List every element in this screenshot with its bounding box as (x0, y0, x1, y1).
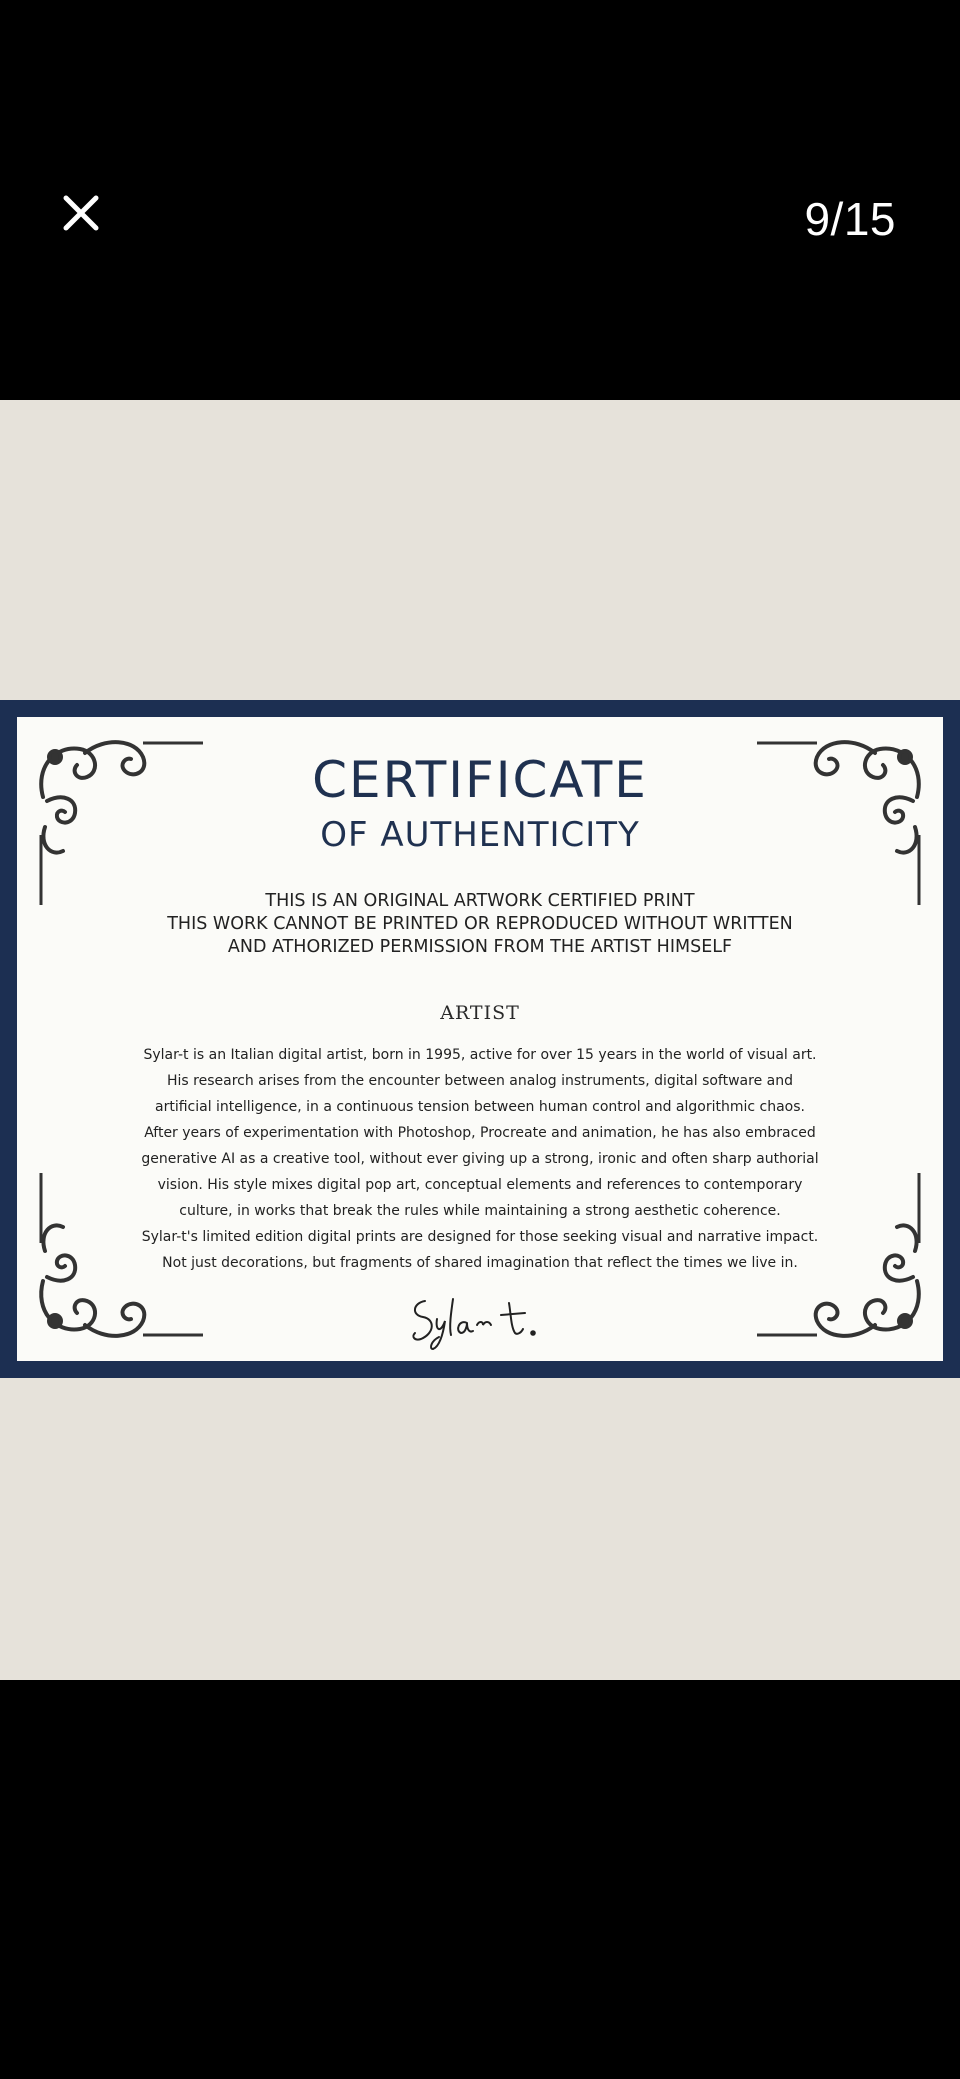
image-counter: 9/15 (804, 193, 896, 245)
close-button[interactable] (58, 190, 104, 236)
bio-line: Not just decorations, but fragments of shared imagination that reflect the times we live in. (162, 1255, 798, 1271)
bottom-bar (0, 1680, 960, 2079)
notice-line: THIS IS AN ORIGINAL ARTWORK CERTIFIED PRINT (265, 891, 695, 911)
bio-line: artificial intelligence, in a continuous tension between human control and algorithmic chaos. (155, 1099, 805, 1115)
bio-line: culture, in works that break the rules while maintaining a strong aesthetic coherence. (179, 1203, 781, 1219)
certificate-image (0, 700, 960, 1378)
artist-bio (77, 1042, 883, 1276)
notice-line: AND ATHORIZED PERMISSION FROM THE ARTIST HIMSELF (227, 937, 733, 957)
certificate-paper (17, 717, 943, 1361)
bio-line: Sylar-t's limited edition digital prints are designed for those seeking visual and narrative impact. (141, 1229, 819, 1245)
bio-line: Sylar-t is an Italian digital artist, born in 1995, active for over 15 years in the world of visual art. (143, 1047, 817, 1063)
artist-heading: ARTIST (440, 1002, 520, 1024)
certificate-notice (77, 890, 883, 959)
bio-line: vision. His style mixes digital pop art, conceptual elements and references to contemporary (157, 1177, 803, 1193)
bio-line: After years of experimentation with Photoshop, Procreate and animation, he has also embraced (144, 1125, 816, 1141)
bio-line: His research arises from the encounter between analog instruments, digital software and (167, 1073, 793, 1089)
artist-signature (405, 1289, 555, 1353)
top-bar (0, 0, 960, 400)
bio-line: generative AI as a creative tool, without ever giving up a strong, ironic and often sharp authorial (141, 1151, 819, 1167)
certificate-title: CERTIFICATE (312, 751, 648, 809)
certificate-subtitle: OF AUTHENTICITY (320, 815, 640, 855)
close-x-icon (58, 190, 104, 236)
notice-line: THIS WORK CANNOT BE PRINTED OR REPRODUCED WITHOUT WRITTEN (167, 914, 793, 934)
